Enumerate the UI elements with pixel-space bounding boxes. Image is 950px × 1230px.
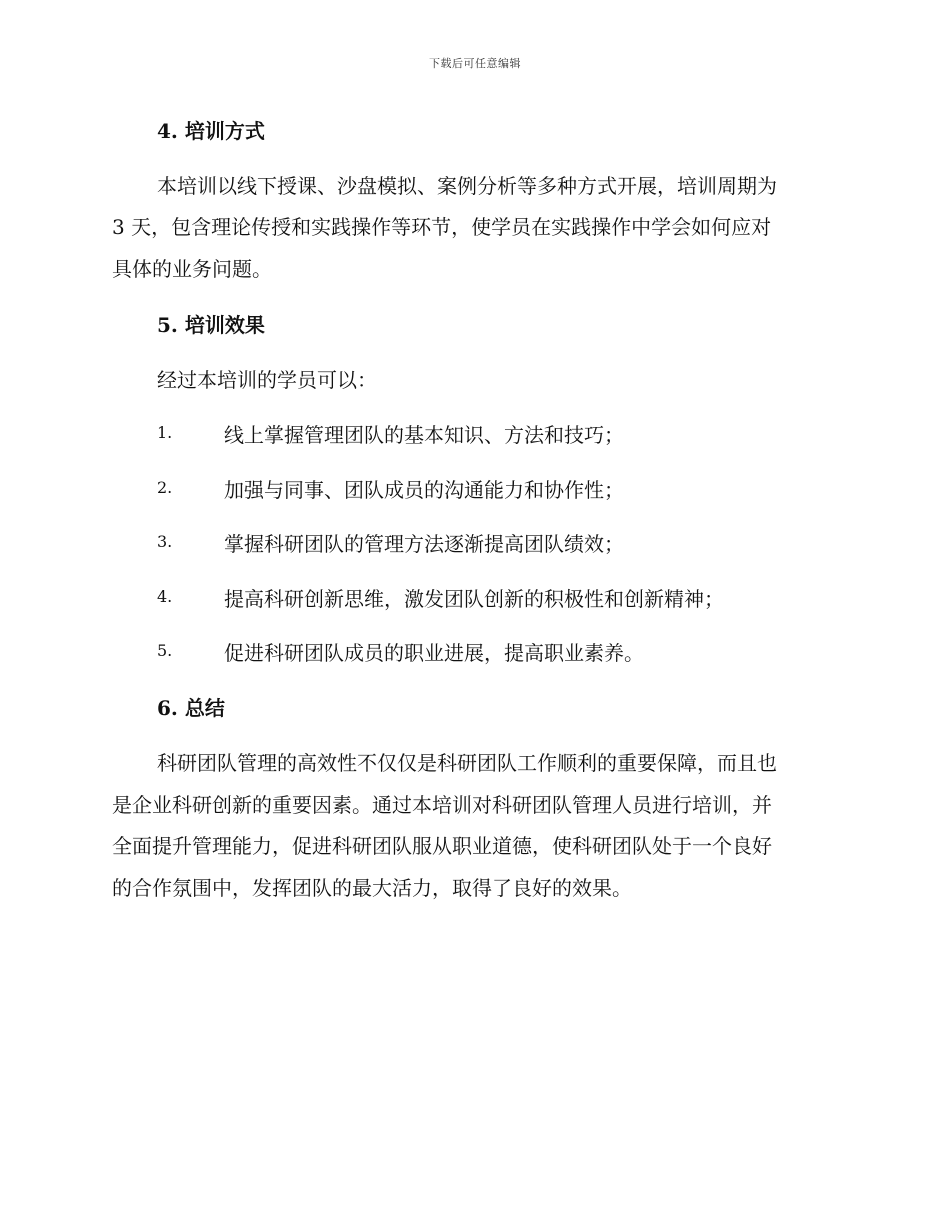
list-text: 线上掌握管理团队的基本知识、方法和技巧； <box>224 423 624 447</box>
paragraph-line: 科研团队管理的高效性不仅仅是科研团队工作顺利的重要保障，而且也 <box>157 751 777 775</box>
paragraph-line: 的合作氛围中，发挥团队的最大活力，取得了良好的效果。 <box>112 876 632 900</box>
section-heading-training-effect: 5. 培训效果 <box>157 313 265 337</box>
list-item <box>0 583 950 611</box>
list-item <box>0 474 950 502</box>
list-text: 提高科研创新思维，激发团队创新的积极性和创新精神； <box>224 587 724 611</box>
paragraph-line: 具体的业务问题。 <box>112 257 272 281</box>
list-number: 5. <box>157 641 173 660</box>
header-note: 下载后可任意编辑 <box>429 57 521 70</box>
section-heading-training-method: 4. 培训方式 <box>157 119 265 143</box>
paragraph-line: 全面提升管理能力，促进科研团队服从职业道德，使科研团队处于一个良好 <box>112 834 772 858</box>
list-item <box>0 637 950 665</box>
paragraph-line: 3 天，包含理论传授和实践操作等环节，使学员在实践操作中学会如何应对 <box>112 215 772 239</box>
paragraph-line: 是企业科研创新的重要因素。通过本培训对科研团队管理人员进行培训，并 <box>112 793 772 817</box>
list-number: 4. <box>157 587 173 606</box>
list-number: 1. <box>157 423 173 442</box>
paragraph-intro: 经过本培训的学员可以： <box>157 368 377 392</box>
section-heading-summary: 6. 总结 <box>157 696 225 720</box>
paragraph-line: 本培训以线下授课、沙盘模拟、案例分析等多种方式开展，培训周期为 <box>157 174 777 198</box>
list-number: 3. <box>157 532 173 551</box>
list-text: 促进科研团队成员的职业进展，提高职业素养。 <box>224 641 644 665</box>
list-item <box>0 528 950 556</box>
list-text: 掌握科研团队的管理方法逐渐提高团队绩效； <box>224 532 624 556</box>
list-text: 加强与同事、团队成员的沟通能力和协作性； <box>224 478 624 502</box>
list-number: 2. <box>157 478 173 497</box>
list-item <box>0 419 950 447</box>
